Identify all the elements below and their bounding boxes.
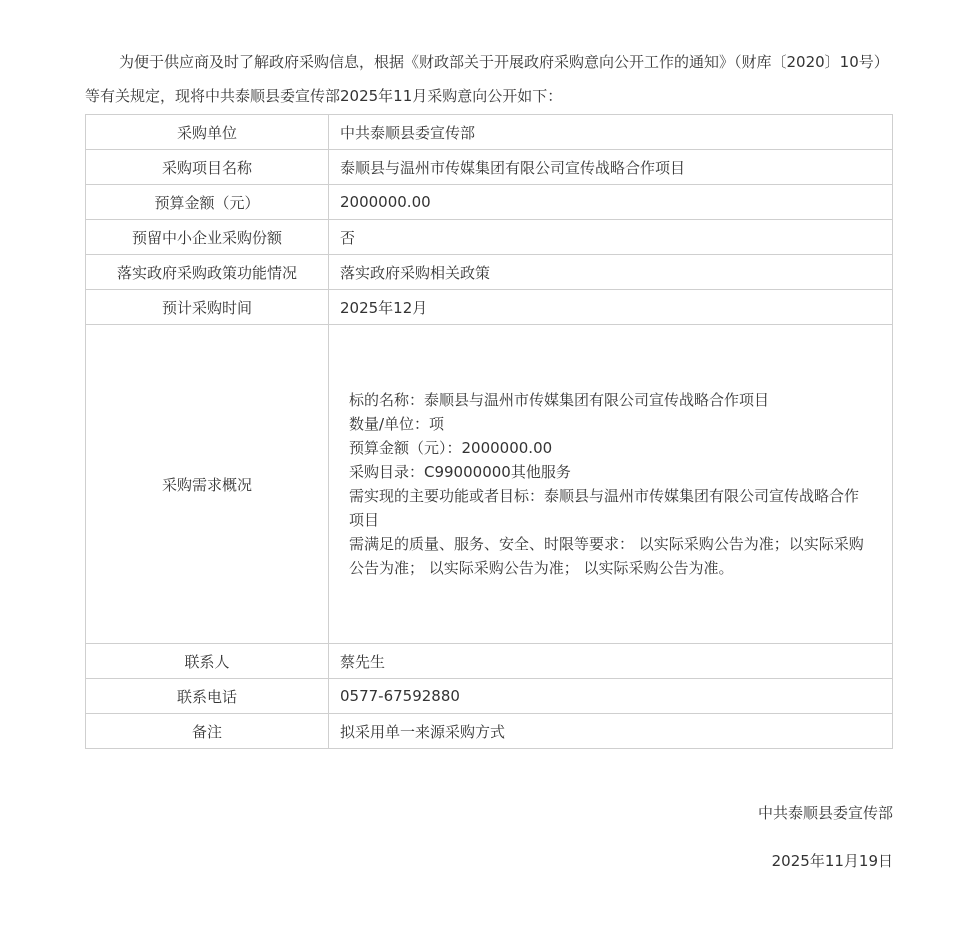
table-row	[86, 290, 893, 325]
row-label: 预留中小企业采购份额	[86, 220, 329, 255]
demand-cell	[329, 325, 893, 644]
intro-paragraph: 为便于供应商及时了解政府采购信息，根据《财政部关于开展政府采购意向公开工作的通知》（财库〔2020〕10号）等有关规定，现将中共泰顺县委宣传部2025年11月采购意向公开如下：	[85, 53, 889, 105]
demand-label: 采购需求概况	[86, 325, 329, 644]
row-value: 落实政府采购相关政策	[329, 255, 893, 290]
demand-line: 标的名称：泰顺县与温州市传媒集团有限公司宣传战略合作项目	[349, 391, 770, 409]
row-value: 泰顺县与温州市传媒集团有限公司宣传战略合作项目	[329, 150, 893, 185]
row-label: 采购项目名称	[86, 150, 329, 185]
table-row	[86, 185, 893, 220]
demand-line: 需实现的主要功能或者目标：泰顺县与温州市传媒集团有限公司宣传战略合作项目	[349, 487, 860, 529]
demand-row	[86, 325, 893, 644]
row-value: 否	[329, 220, 893, 255]
table-row	[86, 150, 893, 185]
table-row	[86, 255, 893, 290]
row-value: 0577-67592880	[329, 679, 893, 714]
row-label: 预算金额（元）	[86, 185, 329, 220]
demand-line: 数量/单位：项	[349, 415, 445, 433]
signature-date: 2025年11月19日	[771, 852, 893, 870]
row-value: 2000000.00	[329, 185, 893, 220]
row-value: 蔡先生	[329, 644, 893, 679]
row-label: 落实政府采购政策功能情况	[86, 255, 329, 290]
table-row	[86, 679, 893, 714]
row-label: 采购单位	[86, 115, 329, 150]
row-value: 拟采用单一来源采购方式	[329, 714, 893, 749]
demand-line: 采购目录：C99000000其他服务	[349, 463, 571, 481]
demand-line: 预算金额（元）：2000000.00	[349, 439, 553, 457]
signature-organization: 中共泰顺县委宣传部	[757, 804, 893, 822]
row-value: 2025年12月	[329, 290, 893, 325]
table-row	[86, 220, 893, 255]
row-value: 中共泰顺县委宣传部	[329, 115, 893, 150]
demand-summary	[329, 388, 892, 580]
table-row	[86, 644, 893, 679]
table-row	[86, 714, 893, 749]
procurement-table	[85, 114, 893, 749]
row-label: 联系人	[86, 644, 329, 679]
demand-line: 需满足的质量、服务、安全、时限等要求： 以实际采购公告为准；以实际采购公告为准； 以实际采购公告为准； 以实际采购公告为准。	[349, 535, 864, 577]
row-label: 预计采购时间	[86, 290, 329, 325]
table-row	[86, 115, 893, 150]
row-label: 联系电话	[86, 679, 329, 714]
row-label: 备注	[86, 714, 329, 749]
